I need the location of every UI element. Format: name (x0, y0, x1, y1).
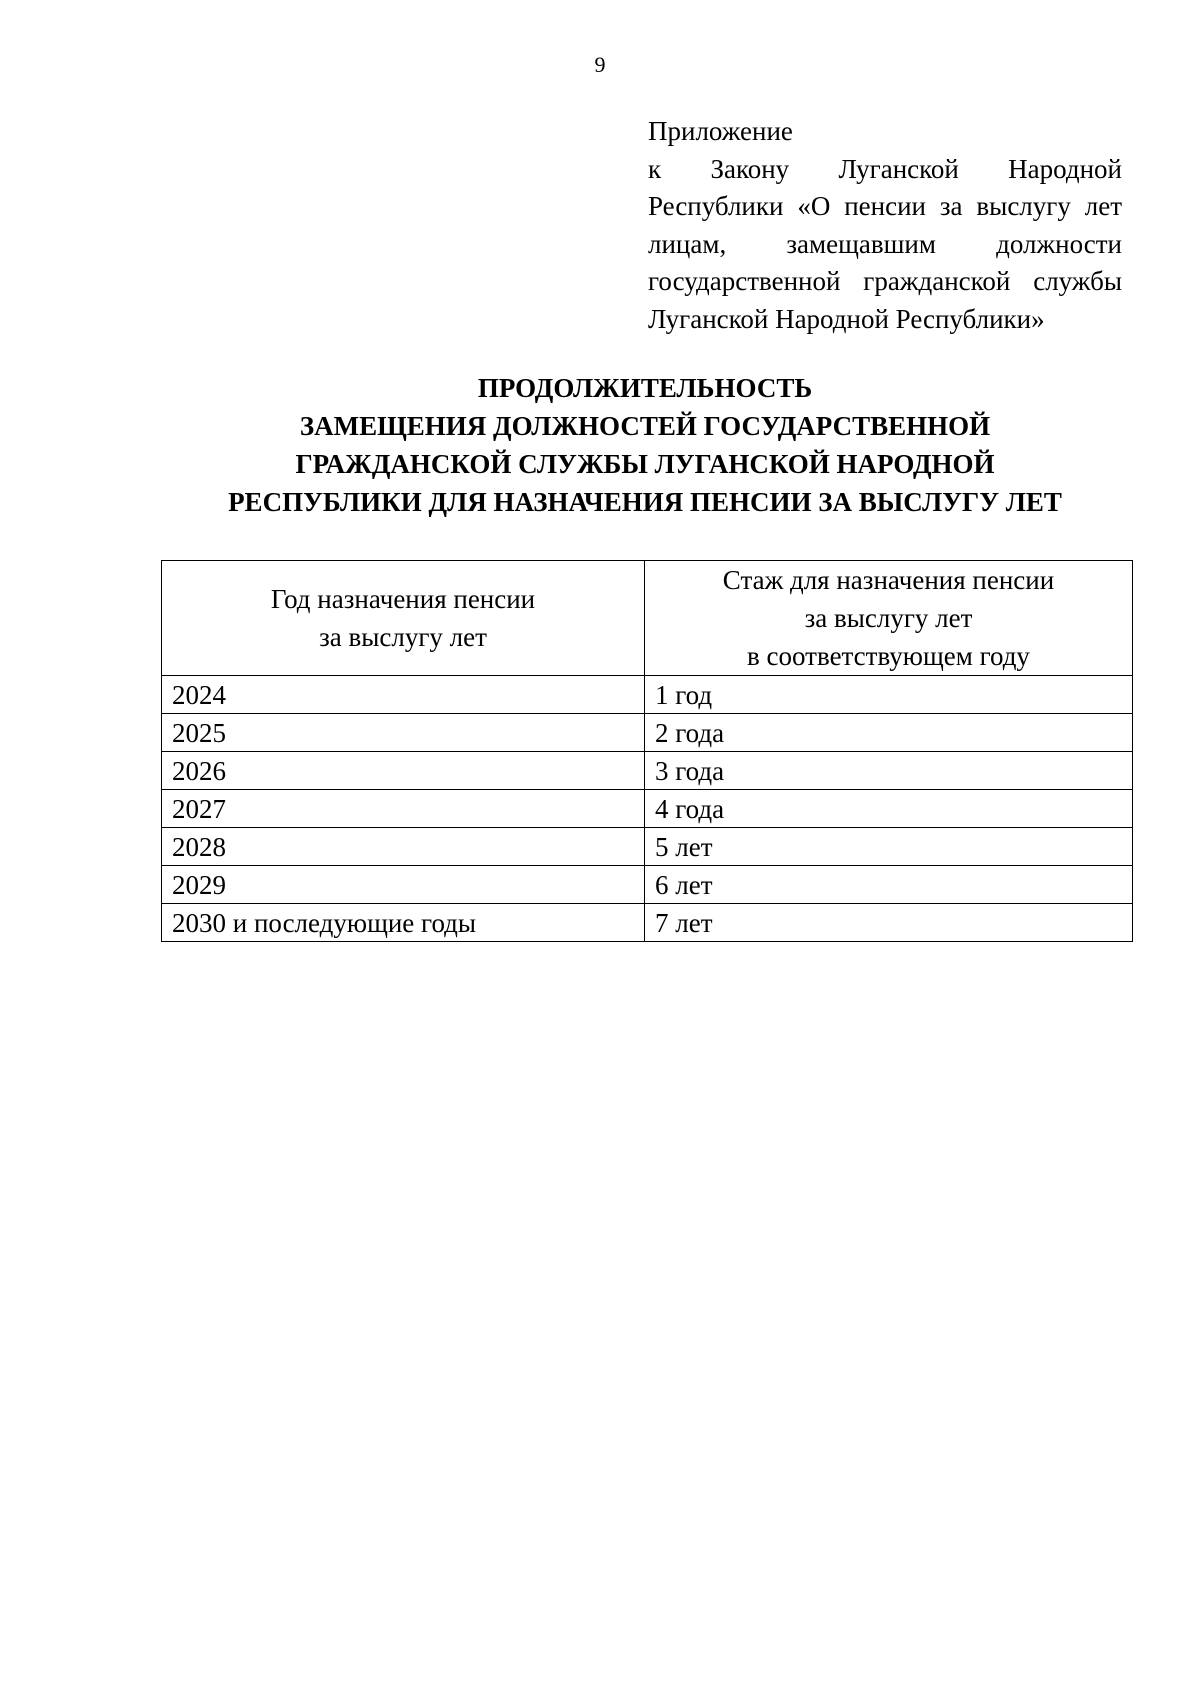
table-row (162, 752, 1133, 790)
cell-year: 2029 (162, 866, 645, 904)
page-number: 9 (594, 52, 606, 77)
title-line: ГРАЖДАНСКОЙ СЛУЖБЫ ЛУГАНСКОЙ НАРОДНОЙ (295, 449, 995, 479)
appendix-line: к Закону Луганской Народной (648, 153, 1122, 184)
table-row (162, 790, 1133, 828)
document-title (100, 369, 1190, 521)
cell-service: 1 год (645, 676, 1133, 714)
appendix-heading: Приложение (648, 116, 793, 146)
cell-service: 6 лет (645, 866, 1133, 904)
cell-year: 2025 (162, 714, 645, 752)
appendix-line: лицам, замещавшим должности (648, 228, 1122, 259)
title-line: РЕСПУБЛИКИ ДЛЯ НАЗНАЧЕНИЯ ПЕНСИИ ЗА ВЫСЛУГУ ЛЕТ (228, 487, 1062, 517)
cell-year: 2027 (162, 790, 645, 828)
table-row (162, 904, 1133, 942)
appendix-block (648, 113, 1122, 338)
table-row (162, 676, 1133, 714)
table-header-row (162, 561, 1133, 676)
pension-table (161, 560, 1133, 942)
table-row (162, 866, 1133, 904)
header-service: Стаж для назначения пенсии за выслугу лет в соответствующем году (645, 561, 1133, 676)
cell-year: 2030 и последующие годы (162, 904, 645, 942)
cell-year: 2026 (162, 752, 645, 790)
title-line: ПРОДОЛЖИТЕЛЬНОСТЬ (477, 373, 813, 403)
cell-service: 5 лет (645, 828, 1133, 866)
title-line: ЗАМЕЩЕНИЯ ДОЛЖНОСТЕЙ ГОСУДАРСТВЕННОЙ (299, 411, 991, 441)
appendix-line: государственной гражданской службы (648, 266, 1122, 296)
appendix-line: Республики «О пенсии за выслугу лет (648, 191, 1122, 221)
table-row (162, 828, 1133, 866)
appendix-line: Луганской Народной Республики» (648, 303, 1045, 334)
cell-service: 3 года (645, 752, 1133, 790)
cell-service: 4 года (645, 790, 1133, 828)
cell-service: 2 года (645, 714, 1133, 752)
cell-year: 2028 (162, 828, 645, 866)
table-row (162, 714, 1133, 752)
header-year: Год назначения пенсии за выслугу лет (162, 561, 645, 676)
cell-service: 7 лет (645, 904, 1133, 942)
cell-year: 2024 (162, 676, 645, 714)
